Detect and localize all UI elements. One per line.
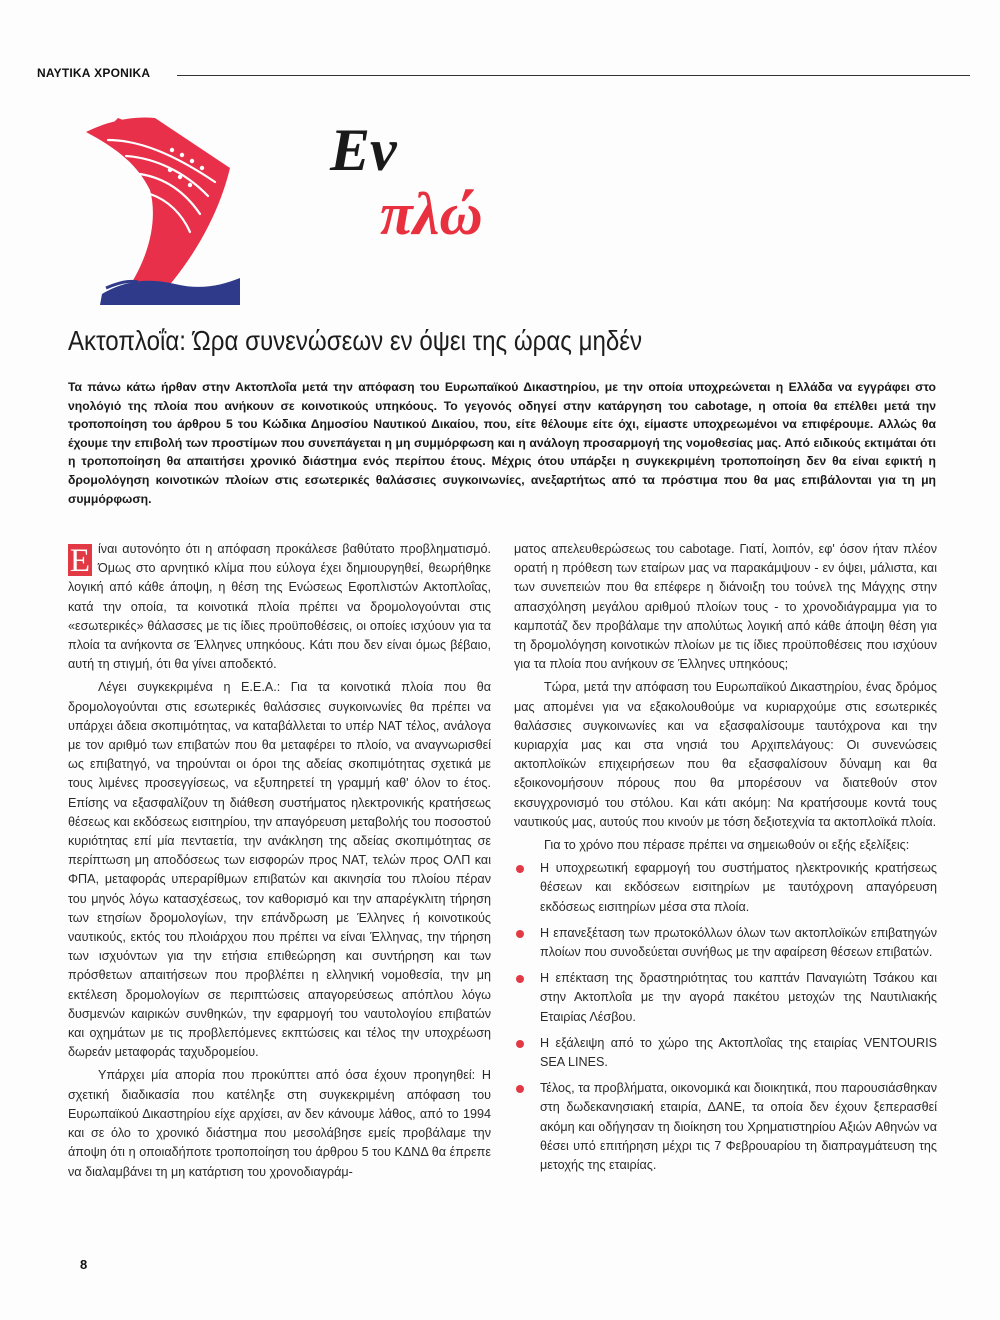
body-paragraph: Τώρα, μετά την απόφαση του Ευρωπαϊκού Δικαστηρίου, ένας δρόμος μας απομένει για να εξακολουθούμε να κυριαρχούμε στις εσωτερικές θαλάσσιες συγκοινωνίες και να εξασφαλίσουμε ταυτόχρονα και την κυριαρχία μας και στα νησιά του Αρχιπελάγους: Οι συνενώσεις ακτοπλοϊκών επιχειρήσεων που θα εξασφαλίσουν δύναμη και θα εξοικονομήσουν πόρους που θα μπορέσουν να διατεθούν στον εκσυγχρονισμό του στόλου. Και κάτι ακόμη: Να κρατήσουμε κοντά τους ναυτικούς μας, αυτούς που κινούν με τόση δεξιοτεχνία τα ακτοπλοϊκά πλοία. [514, 680, 937, 829]
logo-line-2: πλώ [380, 181, 483, 247]
developments-list [514, 859, 937, 1175]
body-paragraph: Υπάρχει μία απορία που προκύπτει από όσα έχουν προηγηθεί: Η σχετική διαδικασία που κατέληξε στη συγκεκριμένη απόφαση του Ευρωπαϊκού Δικαστηρίου είχε αρχίσει, αν δεν κάνουμε λάθος, από το 1994 και σε όλο το χρονικό διάστημα που μεσολάβησε εμείς προβάλαμε την άποψη ότι η οποιαδήποτε τροποποίηση του άρθρου 5 του ΚΔΝΔ θα έπρεπε να διαλαμβάνει τη μη κατάρτιση του χρονοδιαγράμ- [68, 1068, 491, 1179]
bullet-icon [516, 975, 524, 983]
list-item [514, 924, 937, 962]
body-paragraph [68, 540, 491, 674]
list-item-text: Η επέκταση της δραστηριότητας του καπτάν Παναγιώτη Τσάκου και στην Ακτοπλοΐα με την αγορά πακέτου μετοχών της Ναυτιλιακής Εταιρίας Λέσβου. [540, 971, 937, 1024]
bullet-icon [516, 1040, 524, 1048]
article-headline: Ακτοπλοΐα: Ώρα συνενώσεων εν όψει της ώρας μηδέν [68, 325, 643, 356]
list-item-text: Η εξάλειψη από το χώρο της Ακτοπλοΐας της εταιρίας VENTOURIS SEA LINES. [540, 1035, 937, 1070]
list-item [514, 1034, 937, 1072]
body-column-left [68, 540, 491, 1186]
list-item-text: Η επανεξέταση των πρωτοκόλλων όλων των ακτοπλοϊκών επιβατηγών πλοίων που συνοδεύεται συνήθως με την αφαίρεση θέσεων επιβατών. [540, 925, 937, 960]
body-paragraph: Για το χρόνο που πέρασε πρέπει να σημειωθούν οι εξής εξελίξεις: [544, 838, 910, 853]
paragraph-text: ίναι αυτονόητο ότι η απόφαση προκάλεσε βαθύτατο προβληματισμό. Όμως στο αρνητικό κλίμα που εύλογα έχει δημιουργηθεί, θεωρήθηκε λογική από κάθε άποψη, η θέση της Ενώσεως Εφοπλιστών Ακτοπλοΐας, κατά την οποία, τα κοινοτικά πλοία πρέπει να δρομολογούνται στις «εσωτερικές» θάλασσες με τις ίδιες προϋποθέσεις, οι οποίες ισχύουν για τα πλοία τα ανήκοντα σε Έλληνες υπηκόους. Κάτι που δεν είναι όμως βέβαιο, αυτή τη στιγμή, ότι θα γίνει αποδεκτό. [68, 542, 491, 672]
article-lead: Τα πάνω κάτω ήρθαν στην Ακτοπλοΐα μετά την απόφαση του Ευρωπαϊκού Δικαστηρίου, με την οποία υποχρεώνεται η Ελλάδα να εγγράφει στο νηολόγιό της πλοία που ανήκουν σε κοινοτικούς υπηκόους. Το γεγονός οδηγεί στην κατάργηση του cabotage, η οποία θα επέλθει μετά την τροποποίηση του άρθρου 5 του Κώδικα Δημοσίου Ναυτικού Δικαίου, που, είτε θέλουμε είτε όχι, είμαστε υποχρεωμένοι να επιφέρουμε. Αλλώς θα έχουμε την επιβολή των προστίμων που συνεπάγεται η μη συμμόρφωση και η ανάλογη προσαρμογή της νομοθεσίας μας. Από ειδικούς εκτιμάται ότι η τροποποίηση θα απαιτήσει χρονικό διάστημα ενός περίπου έτους. Μέχρις ότου υπάρξει η συγκεκριμένη τροποποίηση δεν θα είναι εφικτή η δρομολόγηση κοινοτικών πλοίων στις εσωτερικές θαλάσσιες συγκοινωνίες, ανεξαρτήτως από τα πρόστιμα που θα μας επιβάλονται για τη μη συμμόρφωση. [68, 380, 936, 506]
header-rule [177, 75, 970, 76]
ship-icon [80, 110, 250, 305]
list-item-text: Η υποχρεωτική εφαρμογή του συστήματος ηλεκτρονικής κρατήσεως θέσεων και εκδόσεων εισιτηρίων με ταυτόχρονη απαγόρευση εκδόσεως εισιτηρίων μέσα στα πλοία. [540, 861, 937, 914]
list-item [514, 969, 937, 1027]
bullet-icon [516, 1085, 524, 1093]
body-column-right [514, 540, 937, 1182]
running-head: ΝΑΥΤΙΚΑ ΧΡΟΝΙΚΑ [37, 66, 151, 80]
list-item [514, 1079, 937, 1175]
body-paragraph: ματος απελευθερώσεως του cabotage. Γιατί, λοιπόν, εφ' όσον ήταν πλέον ορατή η πρόθεση των εταίρων μας να παρακάμψουν - εν όψει, μάλιστα, και των συνεπειών που θα επέφερε η διάνοιξη του τούνελ της Μάγχης στην απασχόληση μεγάλου αριθμού πλοίων τους - το χρονοδιάγραμμα για το καμποτάζ δεν προβάλαμε την απολύτως λογική από κάθε άποψη θέση για τη δρομολόγηση κοινοτικών πλοίων με τις ίδιες προϋποθέσεις που ισχύουν για τα πλοία που ανήκουν σε Έλληνες υπηκόους; [514, 542, 937, 672]
body-paragraph: Λέγει συγκεκριμένα η Ε.Ε.Α.: Για τα κοινοτικά πλοία που θα δρομολογούνται στις εσωτερικές θαλάσσιες συγκοινωνίες θα πρέπει να υπάρχει άδεια σκοπιμότητας, να καταβάλλεται το υπέρ ΝΑΤ τέλος, ανάλογα με τον αριθμό των επιβατών που θα μεταφέρει το πλοίο, να αναγνωρισθεί ως επιβατηγό, να τηρούνται οι όροι της αδείας σκοπιμότητας σχετικά με τους λιμένες προσεγγίσεως, να εξυπηρετεί τη γραμμή καθ' όλον το έτος. Επίσης να εξασφαλίζουν τη διάθεση συστήματος ηλεκτρονικής κρατήσεως θέσεως και εκδόσεως εισιτηρίου, την απαγόρευση μεταβολής του ποσοστού κυριότητας επί μία πενταετία, την ανάκληση της αδείας σκοπιμότητας σε περίπτωση μη αποδόσεως των εισφορών προς ΝΑΤ, τελών προς ΟΛΠ και ΦΠΑ, μεταφοράς υπεραρίθμων επιβατών και ακινησία του πλοίου πέραν του μηνός λόγω κατασχέσεως, τον καθορισμό και την απαρέγκλιτη τήρηση των ετησίων δρομολογίων, την επάνδρωση με Έλληνες ή κοινοτικούς ναυτικούς, εκτός του πλοιάρχου που πρέπει να είναι Έλληνας, την τήρηση των ισχυόντων για την ετήσια επιθεώρηση και συντήρηση και των πρόσθετων απαιτήσεων που προβλέπει η ελληνική νομοθεσία, την μη εκτέλεση δρομολογίων σε περιπτώσεις απαγορεύσεως απόπλου λόγω δυσμενών καιρικών συνθηκών, την εφαρμογή του ναυτολογίου επιβατών και οχημάτων με τις προβλεπόμενες εκπτώσεις και τέλος την υποχρέωση δωρεάν μεταφοράς ταχυδρομείου. [68, 680, 491, 1060]
section-logo-title [330, 118, 550, 246]
page-header [37, 66, 970, 86]
bullet-icon [516, 930, 524, 938]
list-item-text: Τέλος, τα προβλήματα, οικονομικά και διοικητικά, που παρουσιάσθηκαν στη δωδεκανησιακή εταιρία, ΔΑΝΕ, τα οποία δεν έχουν ξεπερασθεί ακόμη και οδήγησαν τη διοίκηση του Χρηματιστηρίου Αξιών Αθηνών να θέσει υπό επιτήρηση μέχρι τις 7 Φεβρουαρίου τη διαπραγμάτευση της μετοχής της εταιρίας. [540, 1081, 937, 1173]
drop-cap: Ε [69, 543, 91, 579]
logo-line-1: Εν [330, 117, 397, 183]
list-item [514, 859, 937, 917]
bullet-icon [516, 865, 524, 873]
page-number: 8 [80, 1257, 88, 1272]
